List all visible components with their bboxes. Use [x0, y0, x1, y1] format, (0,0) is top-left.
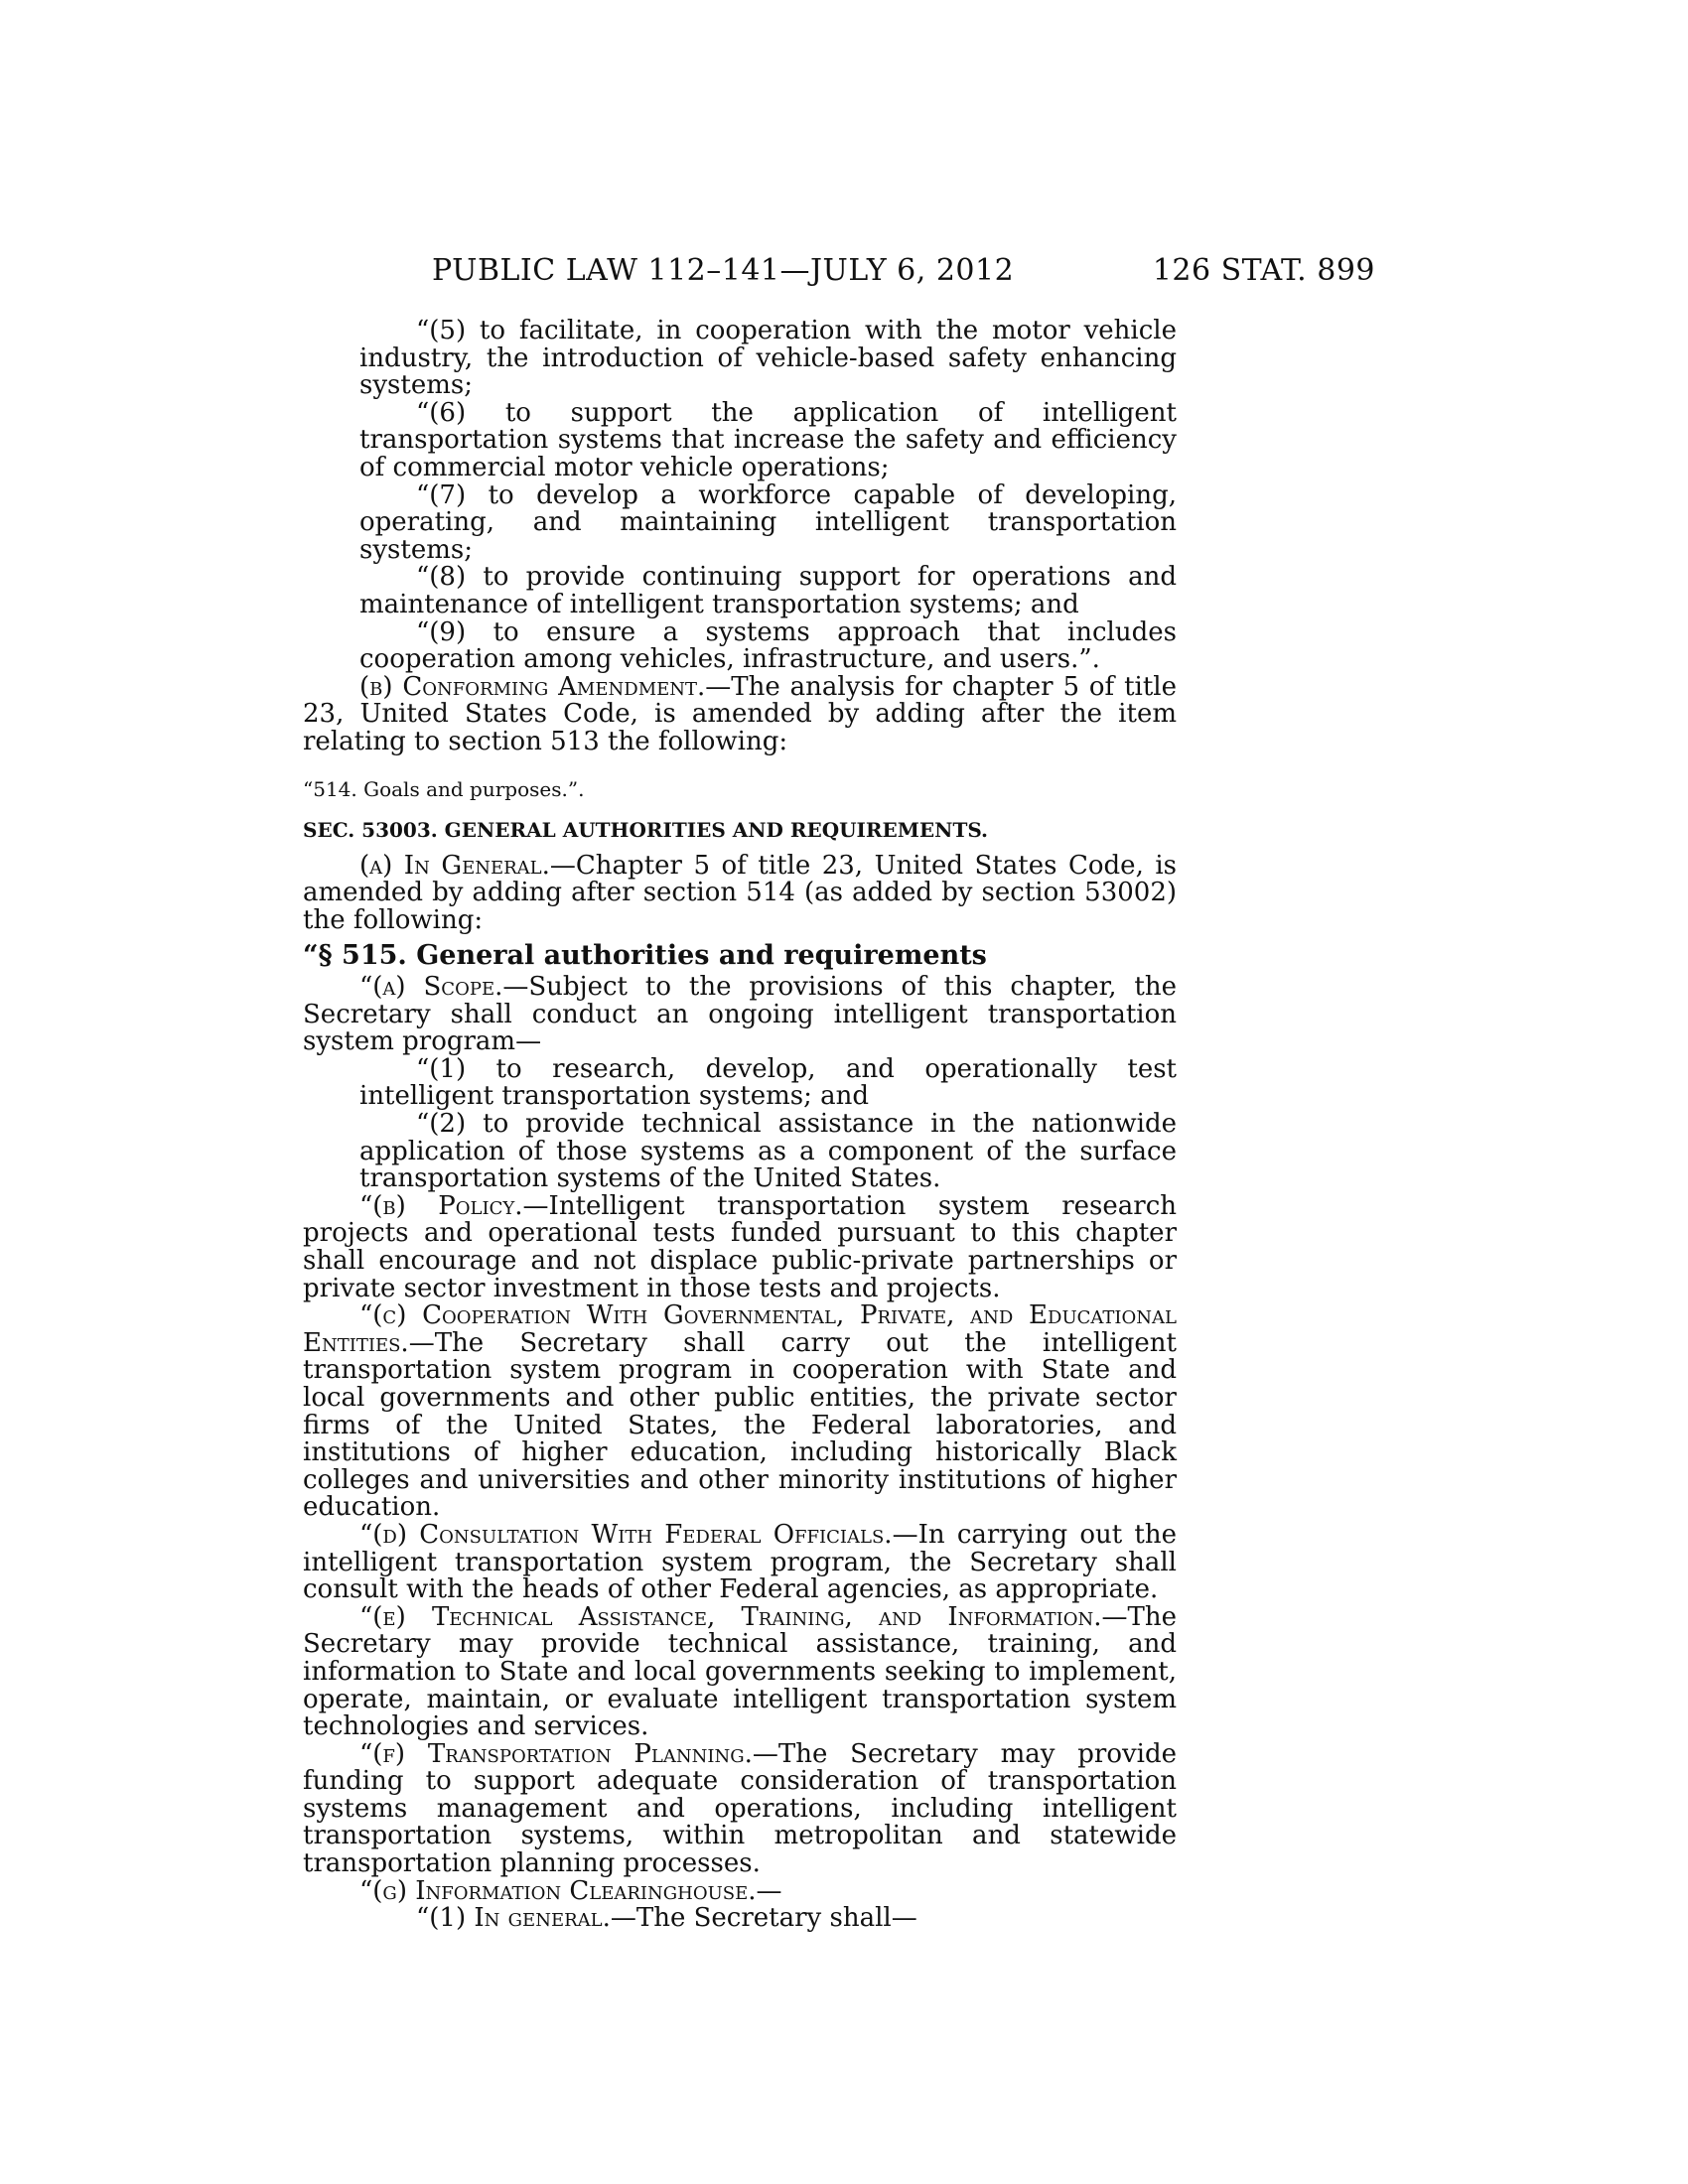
document-body [303, 318, 1177, 1933]
clearinghouse-item-1-label: “(1) In general. [416, 1903, 611, 1934]
paragraph-7: “(7) to develop a workforce capable of developing, operating, and maintaining intelligent transportation systems; [359, 479, 1177, 565]
section-heading: SEC. 53003. GENERAL AUTHORITIES AND REQUIREMENTS. [303, 818, 989, 843]
cooperation-paragraph [303, 1302, 1177, 1522]
planning-paragraph [303, 1738, 1178, 1879]
policy-label: “(b) Policy. [359, 1190, 523, 1221]
subsection-b [303, 671, 1177, 756]
clearinghouse-item-1 [416, 1905, 1177, 1933]
code-section-heading: “§ 515. General authorities and requirements [303, 940, 987, 972]
clearinghouse-list [303, 1905, 1177, 1933]
page-header [303, 253, 1375, 293]
paragraph-list [303, 318, 1177, 674]
subsection-b-text: —The analysis for chapter 5 of title 23, United States Code, is amended by adding after the item relating to section 513 the following: [303, 671, 1177, 756]
planning-text: —The Secretary may provide funding to support adequate consideration of transportation systems management and operations, including intelligent transportation systems, within metropolitan and statewide transportation planning processes. [303, 1738, 1178, 1879]
statute-page-number: 126 STAT. 899 [1152, 253, 1375, 288]
subsection-a-text: —Chapter 5 of title 23, United States Code, is amended by adding after section 514 (as added by section 53002) the following: [303, 850, 1178, 935]
cooperation-label: “(c) Cooperation With Governmental, Private, and Educational Entities. [303, 1300, 1177, 1358]
technical-assistance-paragraph [303, 1601, 1177, 1742]
policy-paragraph [303, 1190, 1177, 1303]
subsection-a-label: (a) In General. [359, 850, 550, 881]
scope-item-2: “(2) to provide technical assistance in the nationwide application of those systems as a component of the surface transportation systems of the United States. [359, 1109, 1177, 1194]
cooperation-text: —The Secretary shall carry out the intelligent transportation system program in cooperation with State and local governments and other public entities, the private sector firms of the United States, the Federal laboratories, and institutions of higher education, including historically Black colleges and universities and other minority institutions of higher education. [303, 1327, 1177, 1523]
consultation-text: —In carrying out the intelligent transportation system program, the Secretary shall consult with the heads of other Federal agencies, as appropriate. [303, 1519, 1177, 1605]
running-head: PUBLIC LAW 112–141—JULY 6, 2012 [432, 253, 1015, 288]
scope-list [303, 1053, 1177, 1194]
paragraph-8: “(8) to provide continuing support for operations and maintenance of intelligent transportation systems; and [359, 562, 1177, 619]
technical-assistance-text: —The Secretary may provide technical assistance, training, and information to State and local governments seeking to implement, operate, maintain, or evaluate intelligent transportation system technologies and services. [303, 1601, 1177, 1742]
paragraph-9: “(9) to ensure a systems approach that includes cooperation among vehicles, infrastructure, and users.”. [359, 616, 1177, 675]
scope-item-1: “(1) to research, develop, and operationally test intelligent transportation systems; and [359, 1053, 1177, 1112]
scope-label: “(a) Scope. [359, 972, 503, 1003]
clearinghouse-paragraph [303, 1875, 1177, 1906]
scope-paragraph [303, 974, 1177, 1056]
clearinghouse-text: — [756, 1875, 782, 1906]
paragraph-6: “(6) to support the application of intelligent transportation systems that increase the safety and efficiency of commercial motor vehicle operations; [359, 397, 1177, 482]
subsection-a [303, 850, 1178, 935]
clearinghouse-label: “(g) Information Clearinghouse. [359, 1875, 757, 1906]
consultation-label: “(d) Consultation With Federal Officials. [359, 1519, 893, 1550]
toc-item: “514. Goals and purposes.”. [303, 776, 585, 801]
paragraph-5: “(5) to facilitate, in cooperation with the motor vehicle industry, the introduction of vehicle-based safety enhancing systems; [359, 316, 1177, 401]
clearinghouse-item-1-text: —The Secretary shall— [610, 1903, 917, 1934]
subsection-b-label: (b) Conforming Amendment. [359, 671, 706, 702]
technical-assistance-label: “(e) Technical Assistance, Training, and Information. [359, 1601, 1102, 1632]
consultation-paragraph [303, 1519, 1177, 1605]
policy-text: —Intelligent transportation system research projects and operational tests funded pursuant to this chapter shall encourage and not displace public-private partnerships or private sector investment in those tests and projects. [303, 1190, 1177, 1303]
scope-text: —Subject to the provisions of this chapter, the Secretary shall conduct an ongoing intelligent transportation system program— [303, 972, 1177, 1057]
planning-label: “(f) Transportation Planning. [359, 1738, 753, 1769]
